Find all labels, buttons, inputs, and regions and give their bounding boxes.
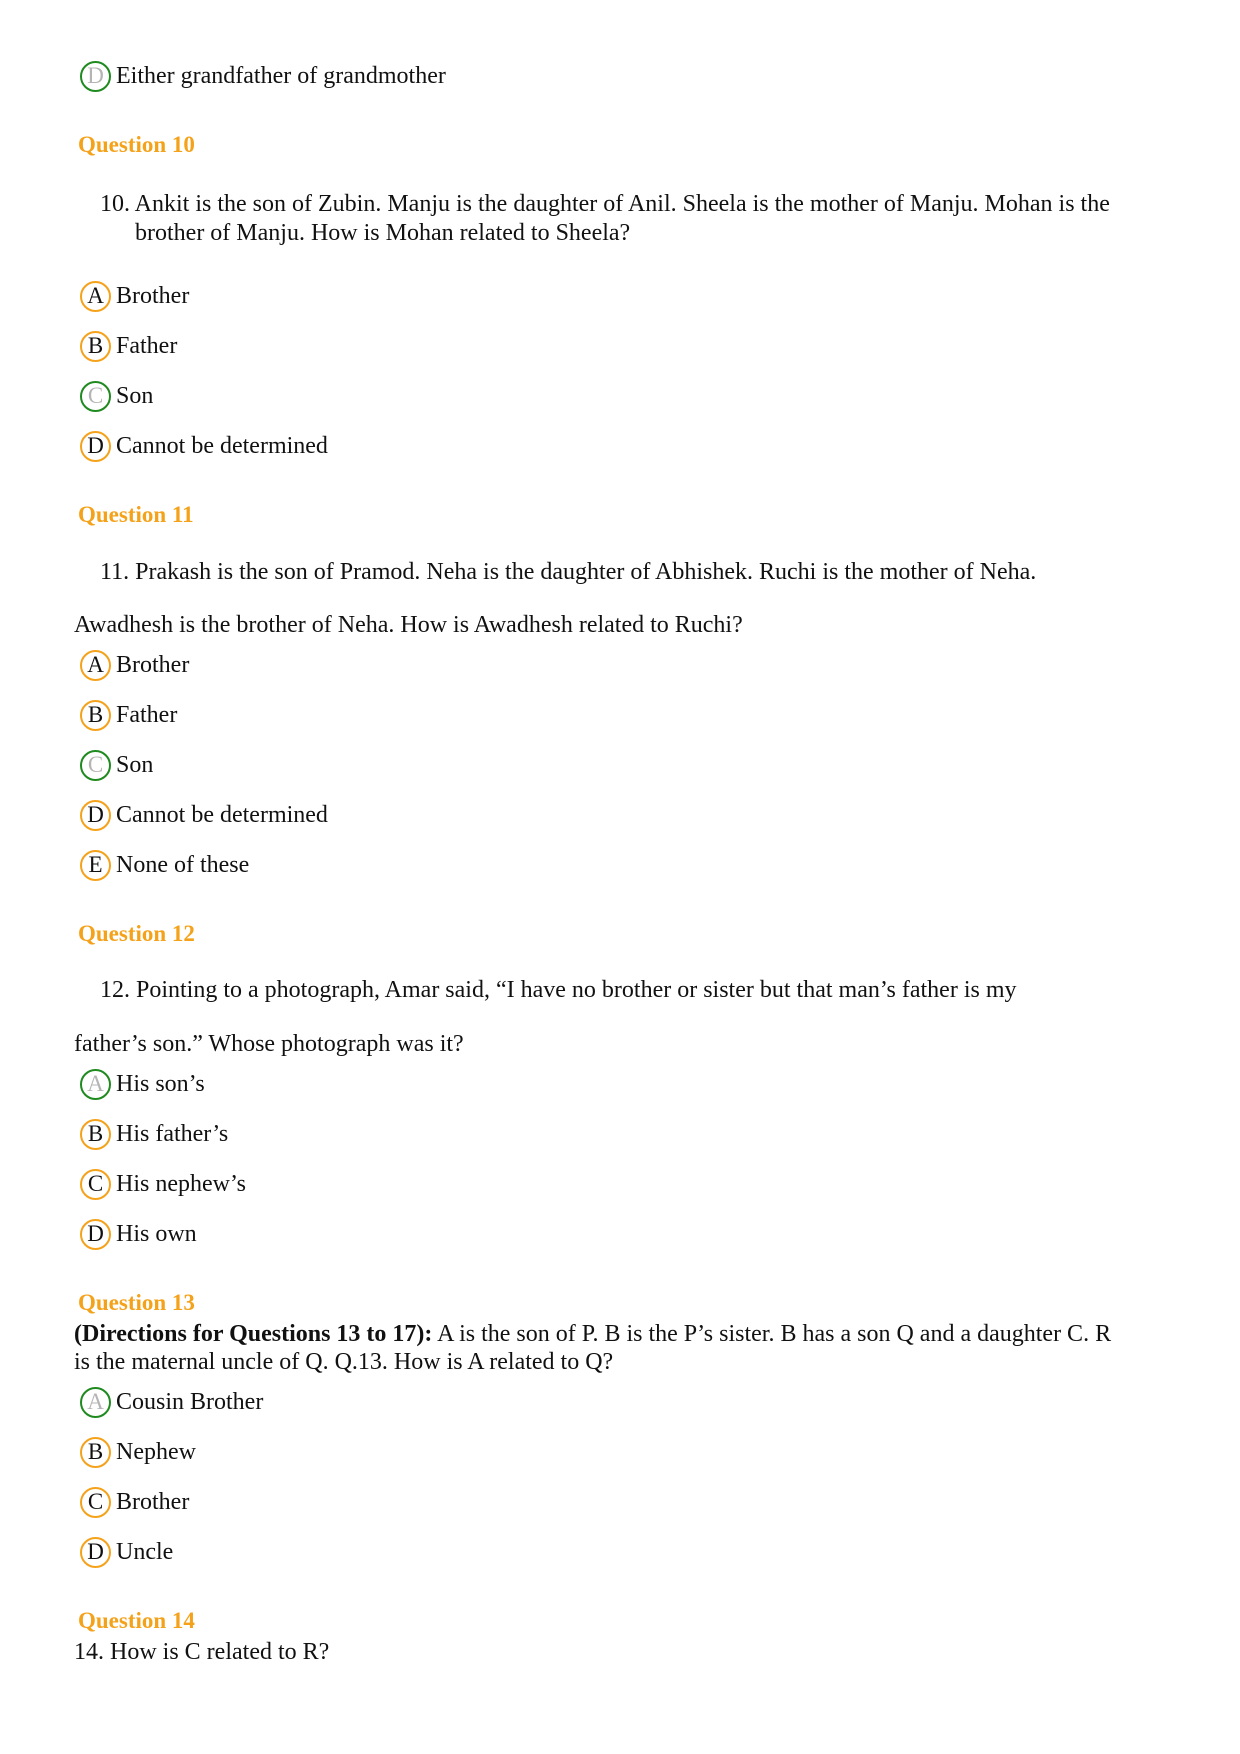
question-10-text-line2: brother of Manju. How is Mohan related to Sheela?	[135, 220, 631, 246]
option-b-circle: B	[80, 1437, 111, 1468]
option-a-circle: A	[80, 1069, 111, 1100]
option-label: Son	[116, 751, 154, 778]
question-10-text-line1: 10. Ankit is the son of Zubin. Manju is the daughter of Anil. Sheela is the mother of Manju. Mohan is the	[100, 191, 1110, 217]
option-label: His own	[116, 1220, 197, 1247]
q10-option-a[interactable]	[80, 278, 189, 314]
option-label: Son	[116, 382, 154, 409]
option-c-circle: C	[80, 381, 111, 412]
option-label: Father	[116, 701, 178, 728]
q10-option-d[interactable]	[80, 428, 328, 464]
question-11-text-line2: Awadhesh is the brother of Neha. How is Awadhesh related to Ruchi?	[74, 612, 743, 638]
q13-option-c[interactable]	[80, 1484, 189, 1520]
question-12-title: Question 12	[78, 921, 195, 946]
option-label: Cannot be determined	[116, 432, 328, 459]
option-d-circle: D	[80, 1219, 111, 1250]
question-10-title: Question 10	[78, 132, 195, 157]
question-12-text-line2: father’s son.” Whose photograph was it?	[74, 1031, 464, 1057]
option-c-circle: C	[80, 1169, 111, 1200]
question-12-text-line1: 12. Pointing to a photograph, Amar said, “I have no brother or sister but that man’s father is my	[100, 977, 1017, 1003]
option-a-circle: A	[80, 1387, 111, 1418]
option-e-circle: E	[80, 850, 111, 881]
option-label: His son’s	[116, 1070, 205, 1097]
option-b-circle: B	[80, 331, 111, 362]
q11-option-d[interactable]	[80, 797, 328, 833]
q11-option-b[interactable]	[80, 697, 177, 733]
option-label: His father’s	[116, 1120, 229, 1147]
question-11-title: Question 11	[78, 502, 194, 527]
q13-option-a[interactable]	[80, 1384, 263, 1420]
option-b-circle: B	[80, 700, 111, 731]
question-14-title: Question 14	[78, 1608, 195, 1633]
q10-option-b[interactable]	[80, 328, 177, 364]
question-13-text-line2: is the maternal uncle of Q. Q.13. How is A related to Q?	[74, 1349, 614, 1375]
q11-option-c[interactable]	[80, 747, 153, 783]
option-label: Brother	[116, 1488, 190, 1515]
option-d-circle: D	[80, 61, 111, 92]
q10-option-c[interactable]	[80, 378, 153, 414]
q12-option-b[interactable]	[80, 1116, 228, 1152]
option-c-circle: C	[80, 1487, 111, 1518]
option-a-circle: A	[80, 650, 111, 681]
option-label: Either grandfather of grandmother	[116, 62, 446, 89]
option-label: Brother	[116, 651, 190, 678]
q11-option-e[interactable]	[80, 847, 249, 883]
option-label: Nephew	[116, 1438, 196, 1465]
q12-option-c[interactable]	[80, 1166, 246, 1202]
question-13-title: Question 13	[78, 1290, 195, 1315]
question-13-text-line1	[74, 1320, 1111, 1349]
option-label: Cannot be determined	[116, 801, 328, 828]
q12-option-a[interactable]	[80, 1066, 205, 1102]
q13-option-b[interactable]	[80, 1434, 196, 1470]
question-14-text-line1: 14. How is C related to R?	[74, 1639, 330, 1665]
option-d-circle: D	[80, 431, 111, 462]
directions-label: (Directions for Questions 13 to 17):	[74, 1321, 433, 1347]
option-d-circle: D	[80, 1537, 111, 1568]
option-label: Brother	[116, 282, 190, 309]
option-label: Uncle	[116, 1538, 174, 1565]
q13-option-d[interactable]	[80, 1534, 173, 1570]
option-d-circle: D	[80, 800, 111, 831]
q9-option-d[interactable]	[80, 58, 446, 94]
question-11-text-line1: 11. Prakash is the son of Pramod. Neha is the daughter of Abhishek. Ruchi is the mother of Neha.	[100, 559, 1037, 585]
option-c-circle: C	[80, 750, 111, 781]
option-a-circle: A	[80, 281, 111, 312]
q11-option-a[interactable]	[80, 647, 189, 683]
q12-option-d[interactable]	[80, 1216, 197, 1252]
option-label: None of these	[116, 851, 250, 878]
option-label: His nephew’s	[116, 1170, 246, 1197]
option-label: Cousin Brother	[116, 1388, 264, 1415]
option-b-circle: B	[80, 1119, 111, 1150]
directions-text: A is the son of P. B is the P’s sister. B has a son Q and a daughter C. R	[432, 1321, 1112, 1347]
option-label: Father	[116, 332, 178, 359]
